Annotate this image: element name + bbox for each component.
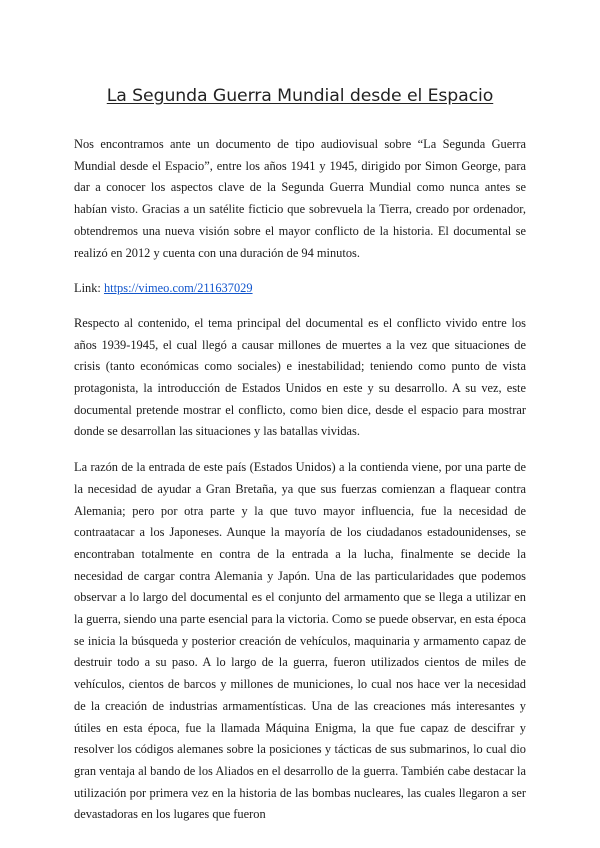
link-line xyxy=(74,278,526,300)
link-label: Link: xyxy=(74,281,101,296)
vimeo-link[interactable]: https://vimeo.com/211637029 xyxy=(103,281,253,296)
paragraph-content: Respecto al contenido, el tema principal del documental es el conflicto vivido entre los años 1939-1945, el cual llegó a causar millones de muertes a la vez que situaciones de crisis (tanto económicas como sociales) e inestabilidad; teniendo como punto de vista protagonista, la introducción de Estados Unidos en este y su desarrollo. A su vez, este documental pretende mostrar el conflicto, como bien dice, desde el espacio para mostrar donde se desarrollan las situaciones y las batallas vividas. xyxy=(74,315,526,439)
page-title: La Segunda Guerra Mundial desde el Espacio xyxy=(106,86,494,106)
paragraph-intro: Nos encontramos ante un documento de tipo audiovisual sobre “La Segunda Guerra Mundial desde el Espacio”, entre los años 1941 y 1945, dirigido por Simon George, para dar a conocer los aspectos clave de la Segunda Guerra Mundial como nunca antes se habían visto. Gracias a un satélite ficticio que sobrevuela la Tierra, creado por ordenador, obtendremos una nueva visión sobre el mayor conflicto de la historia. El documental se realizó en 2012 y cuenta con una duración de 94 minutos. xyxy=(74,137,526,260)
paragraph-reason: La razón de la entrada de este país (Estados Unidos) a la contienda viene, por una parte de la necesidad de ayudar a Gran Bretaña, ya que sus fuerzas comienzan a flaquear contra Alemania; pero por otra parte y la que tuvo mayor influencia, fue la necesidad de contraatacar a los Japoneses. Aunque la mayoría de los ciudadanos estadounidenses, se encontraban totalmente en contra de la entrada a la lucha, finalmente se decide la necesidad de cargar contra Alemania y Japón. Una de las particularidades que podemos observar a lo largo del documental es el conjunto del armamento que se llega a utilizar en la guerra, siendo una parte esencial para la victoria. Como se puede observar, en esta época se inicia la búsqueda y posterior creación de vehículos, maquinaria y armamento capaz de destruir todo a su paso. A lo largo de la guerra, fueron utilizados cientos de miles de vehículos, cientos de barcos y millones de municiones, lo cual nos hace ver la necesidad de la creación de industrias armamentísticas. Una de las creaciones más interesantes y útiles en esta época, fue la llamada Máquina Enigma, la que fue capaz de descifrar y resolver los códigos alemanes sobre la posiciones y tácticas de sus submarinos, lo cual dio gran ventaja al bando de los Aliados en el desarrollo de la guerra. También cabe destacar la utilización por primera vez en la historia de las bombas nucleares, las cuales llegaron a ser devastadoras en los lugares que fueron xyxy=(74,460,526,822)
